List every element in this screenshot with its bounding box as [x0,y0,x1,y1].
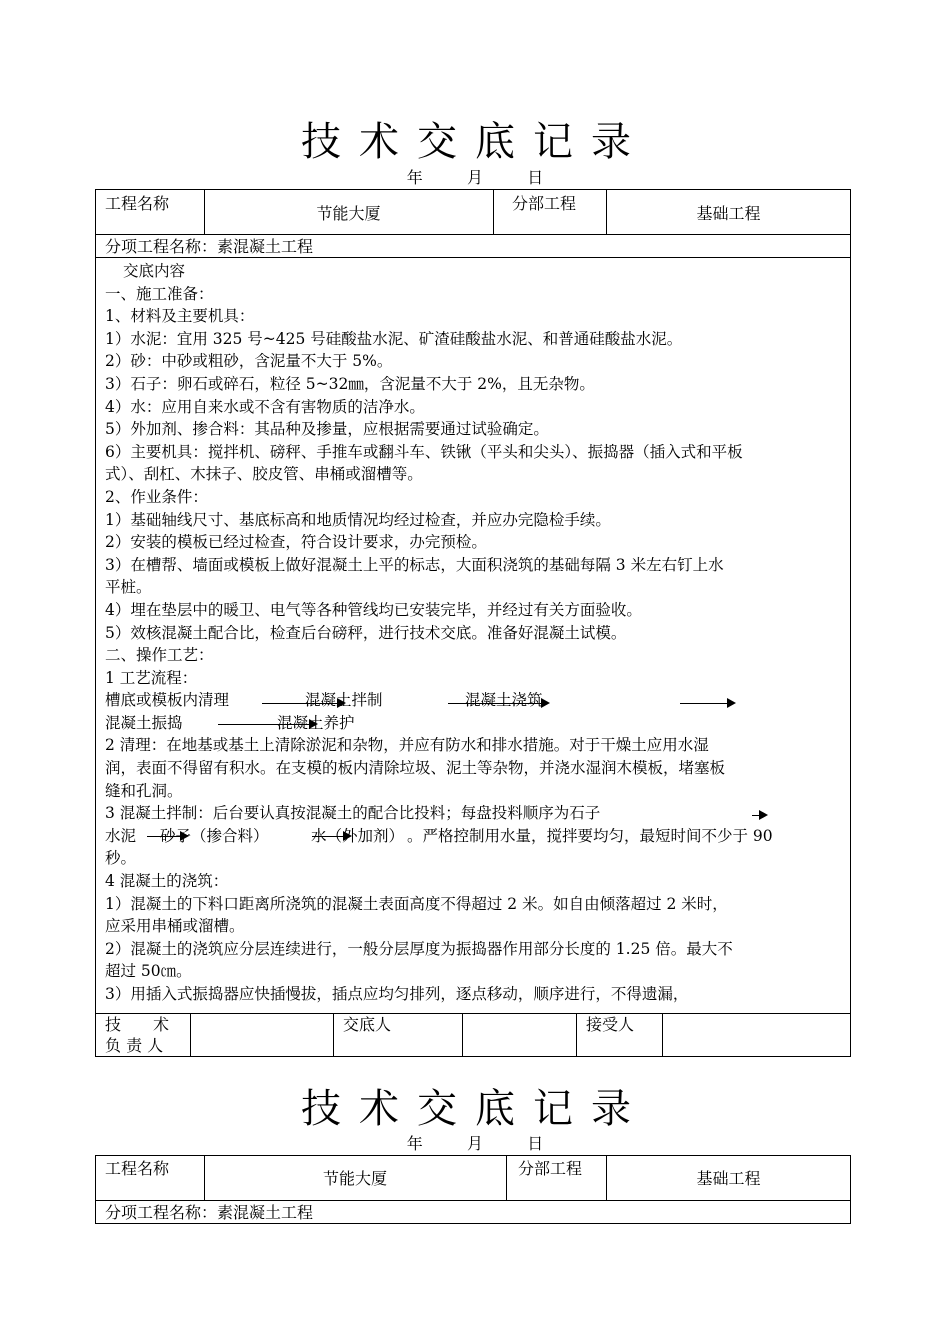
flow-step: 混凝土养护 [277,713,355,732]
flow-arrow-icon [218,724,316,725]
mix-item: 水泥 [105,826,137,845]
mix-rest: 。严格控制用水量，搅拌要均匀，最短时间不少于 90 [407,826,773,845]
flow-arrow-icon [448,703,548,704]
content-line: 二、操作工艺： [105,646,214,665]
date-year: 年 [406,168,423,187]
content-body [105,260,845,1006]
content-line: 3）用插入式振捣器应快插慢拔，插点应均匀排列，逐点移动，顺序进行，不得遗漏， [105,985,689,1003]
flow-step: 混凝土拌制 [305,691,383,710]
content-line: 1）混凝土的下料口距离所浇筑的混凝土表面高度不得超过 2 米。如自由倾落超过 2 米时， [105,894,728,913]
tech-lead-label: 技 术 [105,1015,170,1034]
flow-step: 槽底或模板内清理 [105,691,230,710]
flow-arrow-icon [147,836,187,837]
project-name-value: 节能大厦 [316,204,381,223]
flow-step: 混凝土浇筑 [465,691,543,710]
content-line: 2）安装的模板已经过检查，符合设计要求，办完预检。 [105,533,487,552]
content-line: 秒。 [105,849,137,868]
content-line: 4）水：应用自来水或不含有害物质的洁净水。 [105,397,425,416]
mix-item: 水（外加剂） [311,826,405,845]
content-line: 超过 50㎝。 [105,962,192,981]
content-line: 1 工艺流程： [105,668,198,687]
content-line: 1）基础轴线尺寸、基底标高和地质情况均经过检查，并应办完隐检手续。 [105,510,611,529]
subitem-name: 分项工程名称：素混凝土工程 [105,237,314,256]
content-heading: 交底内容 [123,262,186,280]
flow-arrow-icon [312,836,350,837]
content-line: 3）在槽帮、墙面或模板上做好混凝土上平的标志，大面积浇筑的基础每隔 3 米左右钉上水 [105,555,724,574]
content-line: 2 清理：在地基或基土上清除淤泥和杂物，并应有防水和排水措施。对于干燥土应用水湿 [105,736,709,755]
receiver-label: 接受人 [586,1015,635,1034]
content-line: 1）水泥：宜用 325 号~425 号硅酸盐水泥、矿渣硅酸盐水泥、和普通硅酸盐水泥。 [105,329,683,348]
division-label: 分部工程 [518,1159,583,1178]
subitem-name: 分项工程名称：素混凝土工程 [105,1203,314,1222]
project-name-label: 工程名称 [105,194,170,213]
flow-step: 混凝土振捣 [105,713,183,732]
mix-item: 砂子（掺合料） [160,826,269,845]
content-line: 2、作业条件： [105,487,208,506]
division-value: 基础工程 [696,204,761,223]
content-line: 4 混凝土的浇筑： [105,872,229,891]
content-line: 3）石子：卵石或碎石，粒径 5~32㎜，含泥量不大于 2%，且无杂物。 [105,374,595,393]
content-line: 1、材料及主要机具： [105,307,255,326]
content-line: 一、施工准备： [105,284,214,303]
content-line: 2）砂：中砂或粗砂，含泥量不大于 5%。 [105,352,393,371]
record-date [0,168,950,188]
content-line: 缝和孔洞。 [105,781,183,800]
content-line: 5）效核混凝土配合比，检查后台磅秤，进行技术交底。准备好混凝土试模。 [105,623,627,642]
date-year: 年 [406,1134,423,1153]
content-line: 式）、刮杠、木抹子、胶皮管、串桶或溜槽等。 [105,465,423,484]
content-line: 4）埋在垫层中的暖卫、电气等各种管线均已安装完毕，并经过有关方面验收。 [105,600,642,619]
record-title: 技术交底记录 [301,1086,649,1132]
project-name-label: 工程名称 [105,1159,170,1178]
presenter-label: 交底人 [343,1015,392,1034]
tech-lead-label-2: 负 责 人 [105,1036,164,1055]
content-line: 平桩。 [105,578,152,597]
date-month: 月 [466,1134,483,1153]
process-flow-2 [105,712,845,735]
content-line: 润，表面不得留有积水。在支模的板内清除垃圾、泥土等杂物，并浇水湿润木模板，堵塞板 [105,759,726,778]
date-day: 日 [527,1134,544,1153]
content-line: 应采用串桶或溜槽。 [105,917,245,936]
mix-order-line [105,825,845,848]
record-title: 技术交底记录 [301,119,649,165]
division-label: 分部工程 [512,194,577,213]
date-month: 月 [466,168,483,187]
flow-arrow-icon [752,815,766,816]
record-date [0,1134,950,1154]
flow-arrow-icon [680,703,734,704]
division-value: 基础工程 [696,1169,761,1188]
content-line: 2）混凝土的浇筑应分层连续进行，一般分层厚度为振捣器作用部分长度的 1.25 倍。最大不 [105,939,733,958]
content-line: 6）主要机具：搅拌机、磅秤、手推车或翻斗车、铁锹（平头和尖头）、振捣器（插入式和平板 [105,442,743,461]
flow-arrow-icon [262,703,344,704]
project-name-value: 节能大厦 [322,1169,387,1188]
content-line: 3 混凝土拌制：后台要认真按混凝土的配合比投料；每盘投料顺序为石子 [105,804,601,823]
content-line: 5）外加剂、掺合料：其品种及掺量，应根据需要通过试验确定。 [105,420,549,439]
date-day: 日 [527,168,544,187]
